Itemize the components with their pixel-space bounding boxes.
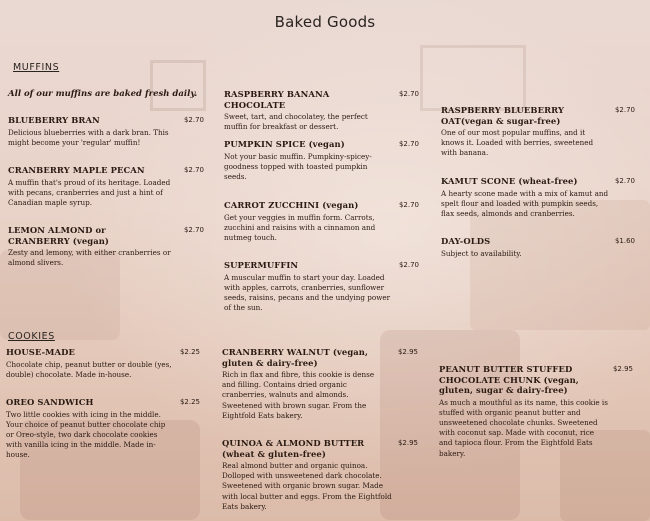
item-name: LEMON ALMOND or CRANBERRY (vegan) xyxy=(8,225,109,246)
menu-item-kamut-scone xyxy=(441,176,635,219)
menu-item-carrot-zucchini xyxy=(224,200,419,243)
item-name: KAMUT SCONE (wheat-free) xyxy=(441,176,578,186)
background-table xyxy=(470,200,650,330)
item-name: BLUEBERRY BRAN xyxy=(8,115,100,125)
item-price: $2.95 xyxy=(612,365,633,373)
item-description: Subject to availability. xyxy=(441,248,522,258)
item-name: QUINOA & ALMOND BUTTER (wheat & gluten-free) xyxy=(222,438,365,459)
menu-item-cranberry-walnut xyxy=(222,347,418,421)
item-name: RASPBERRY BANANA CHOCOLATE xyxy=(224,89,330,110)
item-description: As much a mouthful as its name, this cookie is stuffed with organic peanut butter and unsweetened chocolate chunks. Sweetened with coconut sap. Made with coconut, rice and tapioca flour. From the Eightfold Eats bakery. xyxy=(439,397,608,458)
page-title: Baked Goods xyxy=(274,13,376,31)
item-name: SUPERMUFFIN xyxy=(224,260,299,270)
menu-item-supermuffin xyxy=(224,260,419,313)
item-name: RASPBERRY BLUEBERRY OAT(vegan & sugar-free) xyxy=(441,105,565,126)
item-price: $2.70 xyxy=(183,116,204,124)
item-name: CRANBERRY MAPLE PECAN xyxy=(8,165,145,175)
item-description: Two little cookies with icing in the middle. Your choice of peanut butter chocolate chip or Oreo-style, two dark chocolate cookies with vanilla icing in the middle. Made in-house. xyxy=(6,409,166,460)
item-description: One of our most popular muffins, and it knows it. Loaded with berries, sweetened with banana. xyxy=(441,128,594,158)
item-description: Sweet, tart, and chocolatey, the perfect muffin for breakfast or dessert. xyxy=(224,112,368,132)
menu-item-house-made xyxy=(6,347,200,380)
item-name: OREO SANDWICH xyxy=(6,397,94,407)
item-price: $2.70 xyxy=(398,201,419,209)
item-name: HOUSE-MADE xyxy=(6,347,75,357)
item-description: Real almond butter and organic quinoa. Dolloped with unsweetened dark chocolate. Sweetened with organic brown sugar. Made with local butter and eggs. From the Eightfold Eats bakery. xyxy=(222,461,392,511)
item-name: DAY-OLDS xyxy=(441,236,491,246)
item-name: CRANBERRY WALNUT (vegan, gluten & dairy-free) xyxy=(222,347,369,368)
item-price: $2.25 xyxy=(179,398,200,406)
item-name: CARROT ZUCCHINI (vegan) xyxy=(224,200,359,210)
item-price: $2.70 xyxy=(614,106,635,114)
item-price: $2.70 xyxy=(183,226,204,234)
menu-item-pumpkin-spice xyxy=(224,139,419,182)
item-description: Get your veggies in muffin form. Carrots, zucchini and raisins with a cinnamon and nutmeg touch. xyxy=(224,212,376,242)
menu-item-raspberry-banana-chocolate xyxy=(224,89,419,132)
background-window xyxy=(150,60,206,111)
background-window xyxy=(420,45,526,111)
section-heading-muffins: MUFFINS xyxy=(13,62,60,73)
item-description: A muscular muffin to start your day. Loaded with apples, carrots, cranberries, sunflower seeds, raisins, pecans and the undying power of the sun. xyxy=(224,272,391,313)
item-price: $2.70 xyxy=(183,166,204,174)
section-heading-cookies: COOKIES xyxy=(8,331,55,342)
menu-item-raspberry-blueberry-oat xyxy=(441,105,635,159)
menu-item-lemon-almond xyxy=(8,225,204,268)
item-description: Zesty and lemony, with either cranberries or almond slivers. xyxy=(8,248,171,268)
item-description: Not your basic muffin. Pumpkiny-spicey-goodness topped with toasted pumpkin seeds. xyxy=(224,151,372,181)
item-description: Rich in flax and fibre, this cookie is dense and filling. Contains dried organic cranberries, walnuts and almonds. Sweetened with brown sugar. From the Eightfold Eats bakery. xyxy=(222,370,375,420)
item-price: $2.70 xyxy=(398,261,419,269)
item-description: A hearty scone made with a mix of kamut and spelt flour and loaded with pumpkin seeds, flax seeds, almonds and cranberries. xyxy=(441,188,609,218)
item-name: PUMPKIN SPICE (vegan) xyxy=(224,139,345,149)
item-price: $1.60 xyxy=(614,237,635,245)
menu-item-oreo-sandwich xyxy=(6,397,200,461)
item-description: Delicious blueberries with a dark bran. This might become your 'regular' muffin! xyxy=(8,127,169,147)
menu-item-blueberry-bran xyxy=(8,115,204,148)
item-description: A muffin that's proud of its heritage. Loaded with pecans, cranberries and just a hint of Canadian maple syrup. xyxy=(8,177,171,207)
menu-item-cranberry-maple-pecan xyxy=(8,165,204,208)
menu-item-quinoa-almond-butter xyxy=(222,438,418,512)
muffins-intro: All of our muffins are baked fresh daily. xyxy=(8,89,198,99)
menu-item-day-olds xyxy=(441,236,635,259)
menu-item-peanut-butter-stuffed xyxy=(439,364,633,459)
item-price: $2.95 xyxy=(397,439,418,447)
item-price: $2.70 xyxy=(614,177,635,185)
item-description: Chocolate chip, peanut butter or double (yes, double) chocolate. Made in-house. xyxy=(6,359,172,379)
item-price: $2.25 xyxy=(179,348,200,356)
item-price: $2.95 xyxy=(397,348,418,356)
item-price: $2.70 xyxy=(398,140,419,148)
item-name: PEANUT BUTTER STUFFED CHOCOLATE CHUNK (vegan, gluten, sugar & dairy-free) xyxy=(439,364,579,395)
item-price: $2.70 xyxy=(398,90,419,98)
